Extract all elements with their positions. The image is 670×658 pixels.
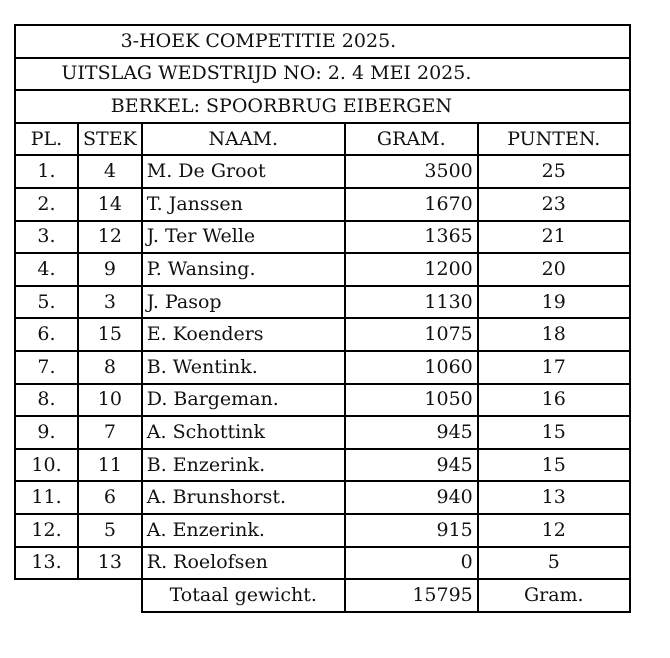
cell-stek: 6 bbox=[78, 481, 142, 514]
cell-weight: 945 bbox=[345, 449, 478, 482]
table-row bbox=[15, 188, 630, 221]
cell-place: 6. bbox=[15, 318, 78, 351]
cell-place: 8. bbox=[15, 384, 78, 417]
column-header-gram: GRAM. bbox=[345, 123, 478, 156]
cell-name: A. Schottink bbox=[142, 416, 345, 449]
table-row bbox=[15, 547, 630, 580]
total-row-spacer bbox=[15, 579, 142, 612]
column-header-pl: PL. bbox=[15, 123, 78, 156]
cell-points: 16 bbox=[478, 384, 630, 417]
cell-weight: 1365 bbox=[345, 221, 478, 254]
cell-points: 17 bbox=[478, 351, 630, 384]
table-row bbox=[15, 253, 630, 286]
total-label: Totaal gewicht. bbox=[142, 579, 345, 612]
cell-points: 12 bbox=[478, 514, 630, 547]
table-row bbox=[15, 286, 630, 319]
table-row bbox=[15, 351, 630, 384]
cell-points: 15 bbox=[478, 416, 630, 449]
cell-weight: 0 bbox=[345, 547, 478, 580]
cell-stek: 11 bbox=[78, 449, 142, 482]
competition-title bbox=[15, 25, 630, 58]
cell-stek: 8 bbox=[78, 351, 142, 384]
cell-name: P. Wansing. bbox=[142, 253, 345, 286]
table-row bbox=[15, 481, 630, 514]
table-row bbox=[15, 514, 630, 547]
cell-place: 4. bbox=[15, 253, 78, 286]
column-header-naam: NAAM. bbox=[142, 123, 345, 156]
cell-points: 5 bbox=[478, 547, 630, 580]
cell-points: 21 bbox=[478, 221, 630, 254]
title-row bbox=[15, 25, 630, 58]
cell-name: T. Janssen bbox=[142, 188, 345, 221]
table-row bbox=[15, 416, 630, 449]
cell-place: 2. bbox=[15, 188, 78, 221]
match-subtitle bbox=[15, 58, 630, 91]
cell-place: 7. bbox=[15, 351, 78, 384]
cell-points: 15 bbox=[478, 449, 630, 482]
cell-points: 18 bbox=[478, 318, 630, 351]
cell-name: R. Roelofsen bbox=[142, 547, 345, 580]
cell-name: B. Enzerink. bbox=[142, 449, 345, 482]
cell-weight: 945 bbox=[345, 416, 478, 449]
total-value: 15795 bbox=[345, 579, 478, 612]
cell-weight: 1050 bbox=[345, 384, 478, 417]
cell-place: 5. bbox=[15, 286, 78, 319]
cell-points: 13 bbox=[478, 481, 630, 514]
table-row bbox=[15, 155, 630, 188]
cell-weight: 940 bbox=[345, 481, 478, 514]
cell-name: A. Brunshorst. bbox=[142, 481, 345, 514]
column-header-punten: PUNTEN. bbox=[478, 123, 630, 156]
subtitle-row bbox=[15, 58, 630, 91]
cell-points: 23 bbox=[478, 188, 630, 221]
column-header-row bbox=[15, 123, 630, 156]
cell-place: 1. bbox=[15, 155, 78, 188]
cell-stek: 12 bbox=[78, 221, 142, 254]
location-row bbox=[15, 90, 630, 123]
cell-weight: 1670 bbox=[345, 188, 478, 221]
cell-stek: 7 bbox=[78, 416, 142, 449]
table-row bbox=[15, 318, 630, 351]
cell-stek: 15 bbox=[78, 318, 142, 351]
table-row bbox=[15, 221, 630, 254]
cell-stek: 3 bbox=[78, 286, 142, 319]
table-row bbox=[15, 384, 630, 417]
cell-stek: 13 bbox=[78, 547, 142, 580]
cell-weight: 1130 bbox=[345, 286, 478, 319]
match-location bbox=[15, 90, 630, 123]
cell-stek: 14 bbox=[78, 188, 142, 221]
cell-name: B. Wentink. bbox=[142, 351, 345, 384]
cell-place: 12. bbox=[15, 514, 78, 547]
cell-weight: 1060 bbox=[345, 351, 478, 384]
cell-name: J. Pasop bbox=[142, 286, 345, 319]
cell-points: 20 bbox=[478, 253, 630, 286]
results-table bbox=[14, 24, 631, 613]
cell-place: 3. bbox=[15, 221, 78, 254]
cell-place: 13. bbox=[15, 547, 78, 580]
cell-stek: 5 bbox=[78, 514, 142, 547]
cell-place: 11. bbox=[15, 481, 78, 514]
cell-place: 9. bbox=[15, 416, 78, 449]
cell-stek: 10 bbox=[78, 384, 142, 417]
cell-name: D. Bargeman. bbox=[142, 384, 345, 417]
cell-name: E. Koenders bbox=[142, 318, 345, 351]
table-row bbox=[15, 449, 630, 482]
cell-weight: 1200 bbox=[345, 253, 478, 286]
cell-stek: 4 bbox=[78, 155, 142, 188]
total-row bbox=[15, 579, 630, 612]
match-subtitle-text: UITSLAG WEDSTRIJD NO: 2. 4 MEI 2025. bbox=[61, 62, 472, 85]
cell-name: A. Enzerink. bbox=[142, 514, 345, 547]
match-location-text: BERKEL: SPOORBRUG EIBERGEN bbox=[110, 94, 452, 117]
cell-name: J. Ter Welle bbox=[142, 221, 345, 254]
cell-points: 19 bbox=[478, 286, 630, 319]
cell-weight: 1075 bbox=[345, 318, 478, 351]
total-unit: Gram. bbox=[478, 579, 630, 612]
cell-name: M. De Groot bbox=[142, 155, 345, 188]
cell-weight: 915 bbox=[345, 514, 478, 547]
cell-place: 10. bbox=[15, 449, 78, 482]
column-header-stek: STEK bbox=[78, 123, 142, 156]
cell-stek: 9 bbox=[78, 253, 142, 286]
cell-weight: 3500 bbox=[345, 155, 478, 188]
competition-title-text: 3-HOEK COMPETITIE 2025. bbox=[120, 29, 397, 52]
cell-points: 25 bbox=[478, 155, 630, 188]
